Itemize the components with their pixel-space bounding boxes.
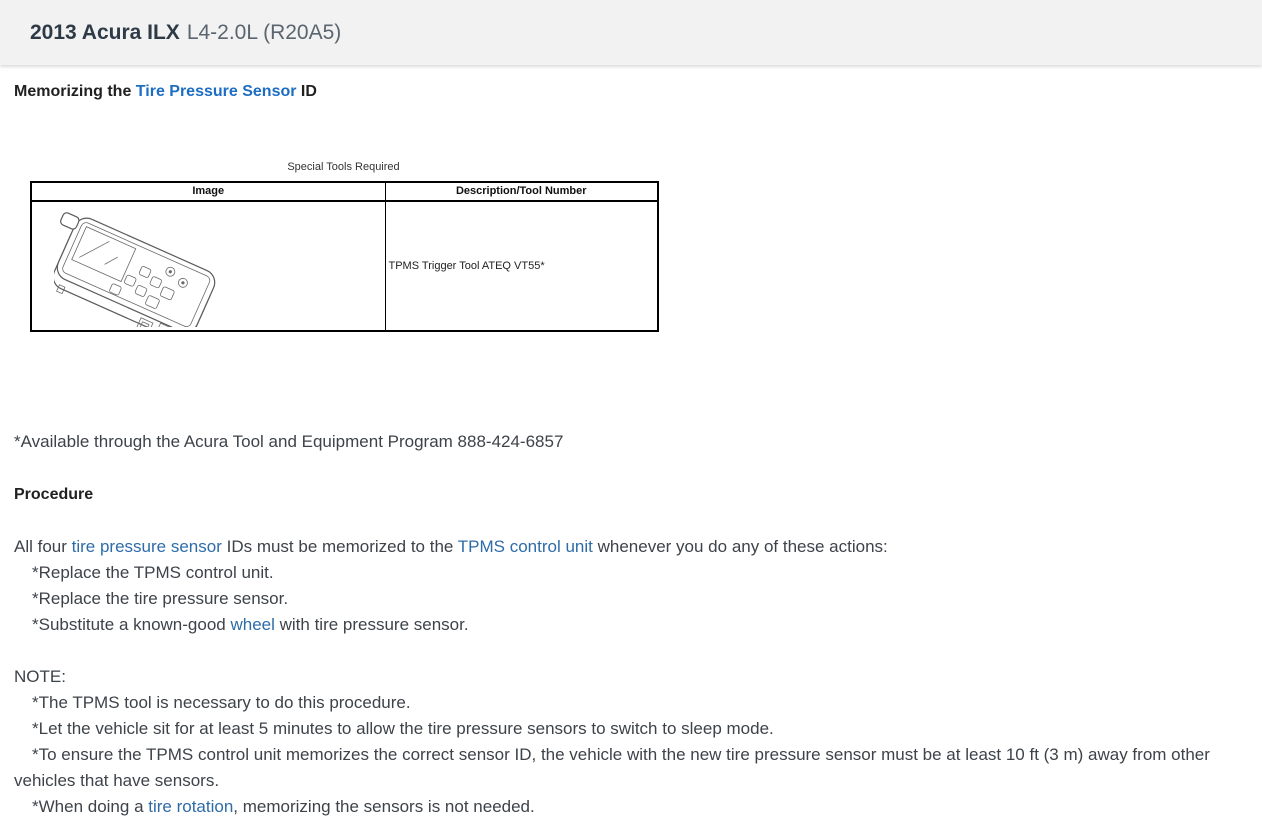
intro-text: whenever you do any of these actions: [592, 537, 888, 556]
tools-table-caption: Special Tools Required [287, 161, 400, 173]
note-section [14, 664, 1255, 820]
action-item-text: *Substitute a known-good [32, 615, 231, 634]
note-item: *Let the vehicle sit for at least 5 minutes to allow the tire pressure sensors to switch to sleep mode. [32, 719, 774, 738]
tool-description-cell: TPMS Trigger Tool ATEQ VT55* [388, 260, 545, 272]
procedure-heading: Procedure [14, 486, 94, 503]
intro-text: IDs must be memorized to the [221, 537, 458, 556]
page-title [14, 81, 1255, 102]
page-title-pre: Memorizing the [14, 83, 136, 100]
action-item [14, 612, 1255, 638]
note-label: NOTE: [14, 667, 66, 686]
tire-pressure-sensor-body-link[interactable]: tire pressure sensor [71, 537, 222, 556]
procedure-intro [14, 534, 1255, 560]
tpms-tool-image [54, 202, 254, 327]
availability-note: *Available through the Acura Tool and Equipment Program 888-424-6857 [14, 432, 564, 451]
note-item: *To ensure the TPMS control unit memorizes the correct sensor ID, the vehicle with the new tire pressure sensor must be at least 10 ft (3 m) away from other vehicles that have sensors. [14, 745, 1210, 790]
action-item: *Replace the tire pressure sensor. [32, 589, 289, 608]
tpms-control-unit-link[interactable]: TPMS control unit [457, 537, 593, 556]
tire-rotation-link[interactable]: tire rotation [148, 797, 234, 816]
tool-image-cell [31, 201, 385, 331]
wheel-link[interactable]: wheel [230, 615, 275, 634]
vehicle-title: 2013 Acura ILX [30, 20, 180, 44]
special-tools-table [30, 181, 659, 332]
note-item-text: , memorizing the sensors is not needed. [233, 797, 535, 816]
action-item-text: with tire pressure sensor. [274, 615, 469, 634]
special-tools-section [30, 161, 1255, 332]
note-item-text: *When doing a [32, 797, 149, 816]
note-item: *The TPMS tool is necessary to do this procedure. [32, 693, 411, 712]
page-title-post: ID [296, 83, 317, 100]
tools-table-header-row [31, 182, 658, 201]
tire-pressure-sensor-link[interactable]: Tire Pressure Sensor [135, 83, 297, 100]
action-item: *Replace the TPMS control unit. [32, 563, 274, 582]
vehicle-engine-subtitle: L4-2.0L (R20A5) [186, 20, 342, 44]
tools-table-col-description: Description/Tool Number [385, 182, 658, 201]
note-item [14, 794, 1255, 820]
document-content [0, 81, 1262, 820]
intro-text: All four [14, 537, 72, 556]
tools-table-col-image: Image [31, 182, 385, 201]
vehicle-header-bar [0, 0, 1262, 65]
table-row [31, 201, 658, 331]
